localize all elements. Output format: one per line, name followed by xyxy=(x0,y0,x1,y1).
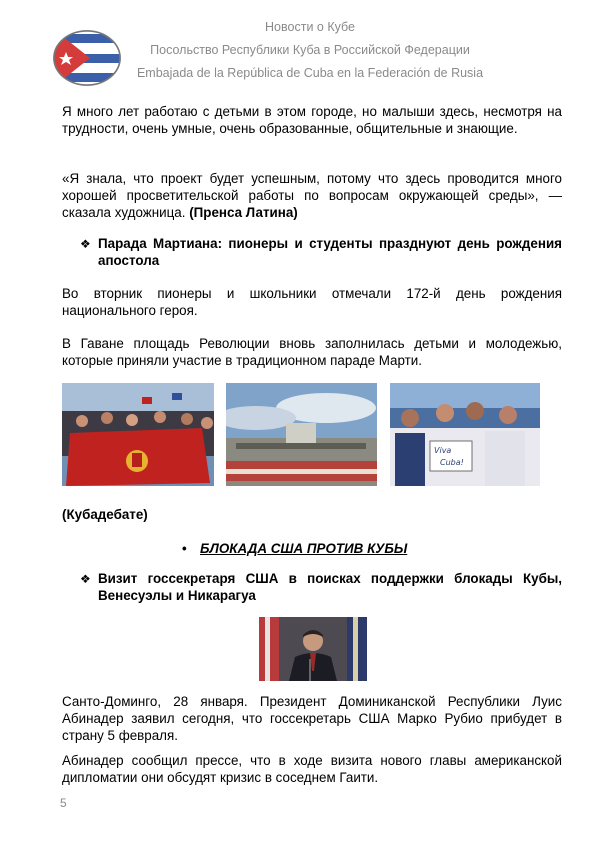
diamond-bullet-icon: ❖ xyxy=(80,572,91,586)
parade-photo-flag xyxy=(62,383,214,486)
paragraph-pioneers: Во вторник пионеры и школьники отмечали 172-й день рождения национального героя. xyxy=(62,286,562,318)
bullet-dot-icon: • xyxy=(182,541,187,556)
svg-text:Viva: Viva xyxy=(434,446,452,455)
diamond-bullet-icon: ❖ xyxy=(80,237,91,251)
section-heading-blockade xyxy=(182,541,460,556)
bullet-heading-visit xyxy=(80,570,562,604)
paragraph-children: Я много лет работаю с детьми в этом городе, но малыши здесь, несмотря на трудности, очень умные, очень образованные, общительные и знающие. xyxy=(62,104,562,136)
paragraph-santo-domingo: Санто-Доминго, 28 января. Президент Доминиканской Республики Луис Абинадер заявил сегодня, что госсекретарь США Марко Рубио прибудет в страну 5 февраля. xyxy=(62,694,562,743)
paragraph-abinader: Абинадер сообщил прессе, что в ходе визита нового главы американской дипломатии они обсудят кризис в соседнем Гаити. xyxy=(62,753,562,785)
bullet-heading-parade xyxy=(80,235,562,269)
header-embassy-ru: Посольство Республики Куба в Российской Федерации xyxy=(150,43,470,57)
parade-photo-children xyxy=(390,383,540,486)
bullet-heading-visit-text: Визит госсекретаря США в поисках поддержки блокады Кубы, Венесуэлы и Никарагуа xyxy=(98,571,562,603)
header-embassy-es: Embajada de la República de Cuba en la Federación de Rusia xyxy=(136,66,484,80)
svg-text:Cuba!: Cuba! xyxy=(440,458,464,467)
header-title: Новости о Кубе xyxy=(265,20,355,34)
bullet-heading-parade-text: Парада Мартиана: пионеры и студенты празднуют день рождения апостола xyxy=(98,236,562,268)
source-cubadebate: (Кубадебате) xyxy=(62,507,148,522)
quote-source: (Пренса Латина) xyxy=(189,205,298,220)
section-heading-blockade-text: БЛОКАДА США ПРОТИВ КУБЫ xyxy=(200,541,408,556)
quote-text: «Я знала, что проект будет успешным, потому что здесь проводится много хорошей просветительской работы по вопросам окружающей среды», — сказала художница. xyxy=(62,171,562,220)
rubio-photo xyxy=(259,617,367,681)
parade-photo-square xyxy=(226,383,377,486)
page-number: 5 xyxy=(60,796,67,810)
paragraph-havana: В Гаване площадь Революции вновь заполнилась детьми и молодежью, которые приняли участие в традиционном параде Марти. xyxy=(62,336,562,368)
paragraph-quote xyxy=(62,170,562,221)
